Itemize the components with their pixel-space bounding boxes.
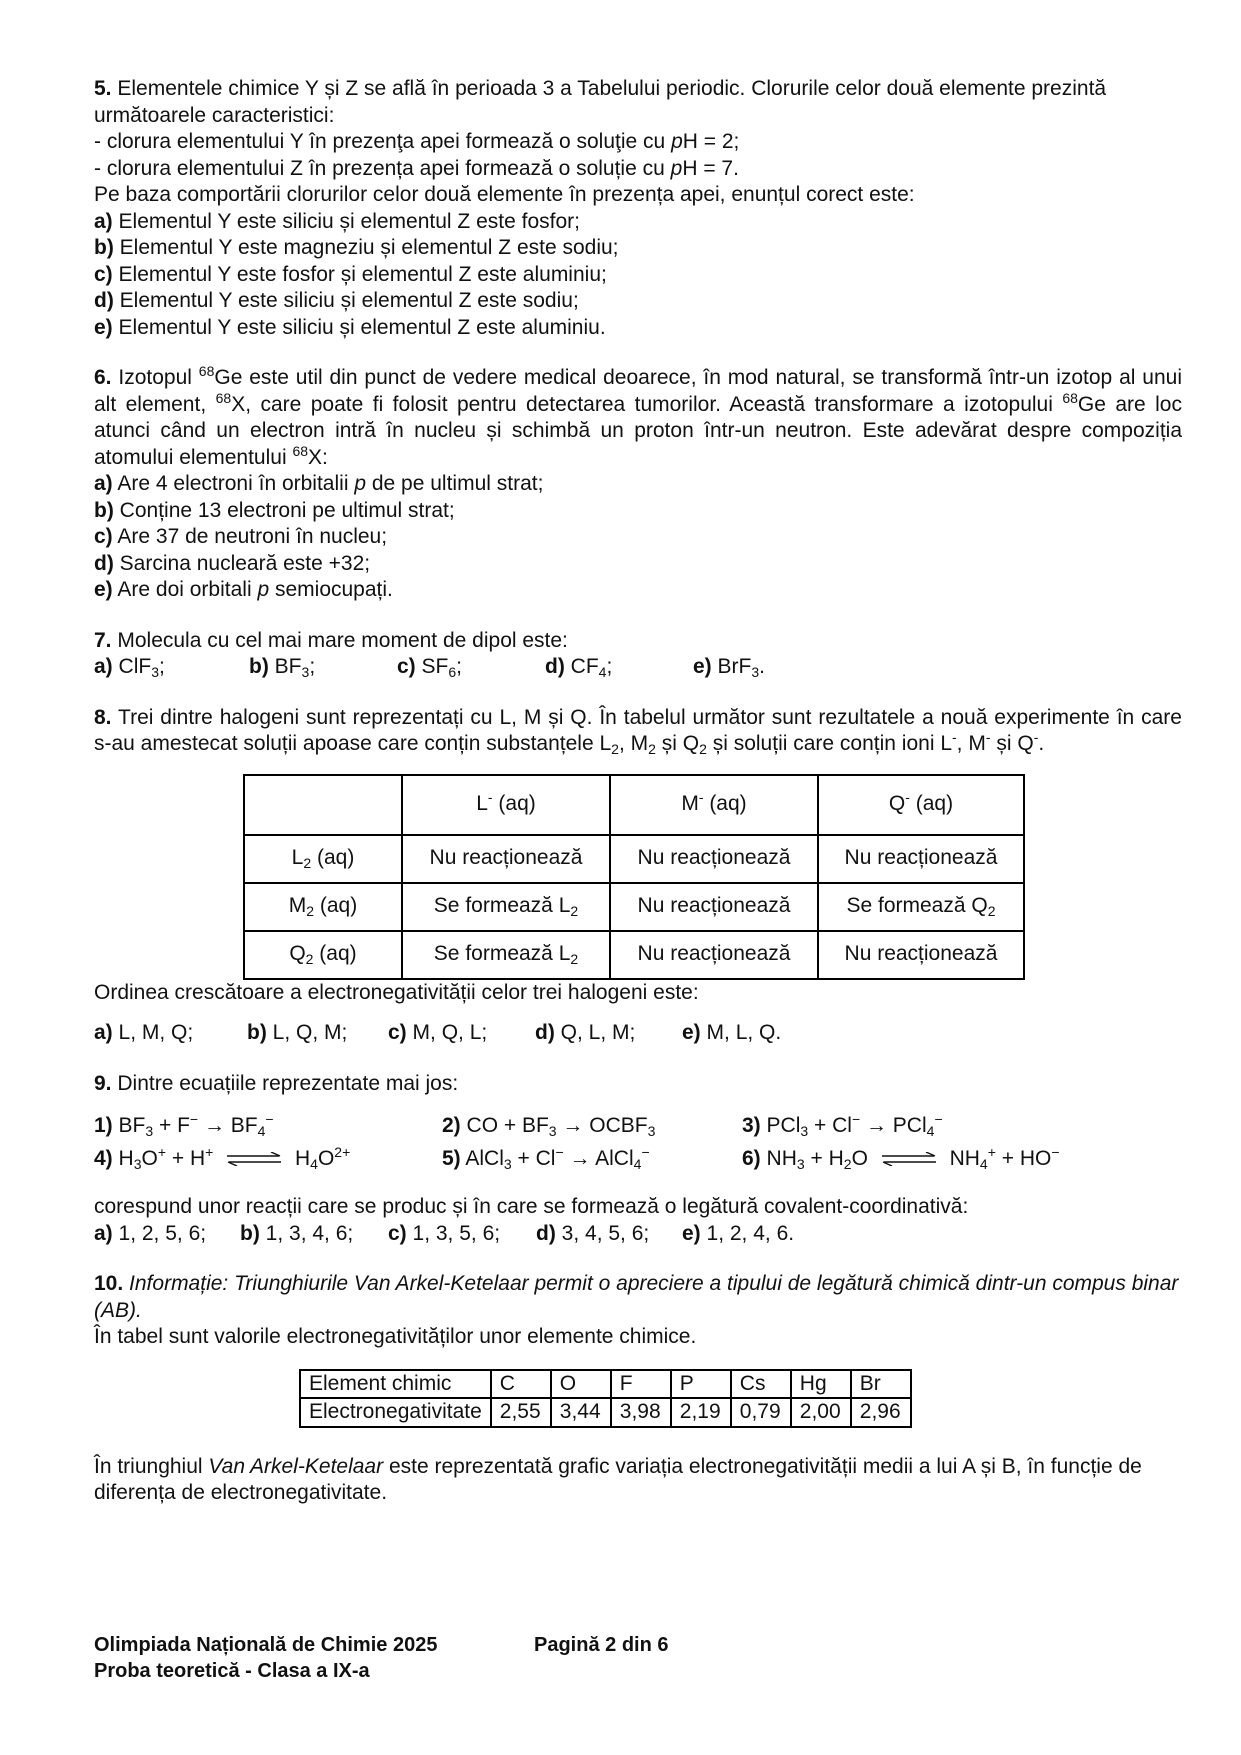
q8-options [94,1020,1182,1047]
table-row [300,1370,911,1399]
superscript: - [698,789,704,806]
q10-final-2: este reprezentată grafic variația electronegativității medii a lui A și B, în funcție de diferența de electronegativitate. [94,1454,1142,1504]
q5-option-d[interactable] [94,288,1182,315]
table-cell: Nu reacționează [818,931,1024,979]
subscript: 3 [151,664,159,680]
page-footer [94,1632,669,1684]
table-cell: 2,19 [671,1398,731,1427]
ion: M [681,792,699,816]
option-text: Conține 13 electroni pe ultimul strat; [119,498,455,522]
option-text: Are 37 de neutroni în nucleu; [117,525,388,548]
option-label: e) [682,1221,701,1245]
q7-question [94,628,1182,655]
halogen-reaction-table [243,774,1025,980]
halogen: L [558,894,571,918]
option-text: Elementul Y este magneziu și elementul Z este sodiu; [119,236,619,259]
halogen: L [291,846,304,870]
subscript: 2 [570,951,579,968]
q8-number: 8. [94,705,112,729]
q6-option-d[interactable] [94,551,1182,578]
q8-t3: și Q [655,732,700,755]
subscript: 2 [305,951,314,968]
mass-number: 68 [198,363,215,379]
superscript: - [905,789,910,806]
table-cell: 2,00 [791,1398,851,1427]
q8-intro [94,705,1182,758]
cell-text: Se formează [433,942,559,966]
question-10 [94,1271,1182,1507]
q6-option-e[interactable] [94,577,1182,604]
q8-conclusion: Ordinea crescătoare a electronegativității celor trei halogeni este: [94,980,699,1004]
q5-line2 [94,156,1182,183]
q5-option-b[interactable] [94,235,1182,262]
table-cell [402,931,610,979]
table-cell: Nu reacționează [402,835,610,883]
option-label: a) [94,655,113,678]
option-text: 3, 4, 5, 6; [561,1221,650,1245]
mass-number: 68 [215,389,232,406]
q9-conclusion: corespund unor reacții care se produc și în care se formează o legătură covalent-coordinativă: [94,1195,969,1218]
table-cell: 0,79 [731,1398,791,1427]
q5-line2-p: p [670,156,683,180]
q8-option-b[interactable] [247,1020,388,1047]
equation-label: 5) [442,1146,461,1170]
option-text: semiocupați. [269,578,393,601]
equations-grid [94,1113,1182,1172]
q5-line1-a: - clorura elementului Y în prezenţa apei formează o soluţie cu [94,130,672,153]
q9-option-a[interactable] [94,1221,240,1248]
q5-number: 5. [94,77,112,100]
q9-intro-text: Dintre ecuațiile reprezentate mai jos: [117,1071,459,1095]
option-label: a) [94,472,113,495]
halogen: L [558,942,571,966]
subscript: 3 [301,664,310,680]
q5-line1-p: p [671,130,683,153]
q5-line2-b: H = 7. [682,156,739,180]
option-label: b) [247,1021,267,1044]
q6-option-b[interactable] [94,498,1182,525]
subscript: 2 [611,741,619,757]
q10-table-intro: În tabel sunt valorile electronegativităților unor elemente chimice. [94,1325,697,1348]
row-header [244,931,402,979]
q8-option-a[interactable] [94,1020,247,1047]
option-label: d) [535,1021,555,1044]
subscript: 2 [987,903,996,920]
equation-5: 5) AlCl$_3$ + Cl− → AlCl$_4$− [442,1143,650,1172]
option-label: e) [693,655,712,678]
q9-option-c[interactable] [388,1221,536,1248]
option-label: b) [240,1221,260,1245]
q8-t6: și Q [990,732,1034,755]
option-text: Elementul Y este siliciu și elementul Z este aluminiu. [118,315,606,339]
q5-line2-a: - clorura elementului Z în prezența apei formează o soluție cu [94,156,671,180]
option-text: M, Q, L; [412,1021,488,1044]
question-5 [94,76,1182,341]
option-label: a) [94,1221,113,1245]
table-cell: Nu reacționează [610,883,818,931]
q6-intro [94,365,1182,471]
superscript: - [487,789,493,806]
q7-option-b[interactable] [249,654,397,681]
table-cell: P [671,1370,731,1399]
table-row [244,931,1024,979]
q6-t4: Ge are loc atunci când un electron intră în nucleu și schimbă un proton într-un neutron. Este adevărat despre compoziția atomului elementului [94,392,1182,469]
mass-number: 68 [292,442,309,459]
equilibrium-arrow-icon [880,1152,938,1166]
superscript: - [952,729,957,745]
q7-option-c[interactable] [397,654,545,681]
punct: ; [309,655,316,678]
option-label: c) [388,1021,407,1044]
q9-number: 9. [94,1071,112,1095]
table-cell [402,883,610,931]
ion: L [476,792,488,816]
equation-label: 3) [742,1114,761,1137]
option-label: a) [94,209,113,233]
cell-text: Se formează [433,894,559,918]
q5-line1-b: H = 2; [682,130,740,153]
q6-t2: Ge este util din punct de vedere medical deoarece, în mod natural, se transformă într-un izotop al unui alt element, [94,366,1182,416]
table-cell: Cs [731,1370,791,1399]
formula: BrF [717,655,752,678]
option-text: L, M, Q; [118,1021,194,1044]
equilibrium-arrow-icon [225,1152,283,1166]
table-cell [818,883,1024,931]
q7-question-text: Molecula cu cel mai mare moment de dipol este: [117,628,568,652]
column-header [610,775,818,835]
halogen: Q [289,942,306,966]
question-6 [94,365,1182,604]
q7-number: 7. [94,628,112,652]
column-header [818,775,1024,835]
option-label: e) [94,315,113,339]
q8-t4: și soluții care conțin ioni L [706,732,952,755]
ion: Q [888,792,906,816]
equation-6: 6) $NH_3 + H_2O$ $NH_4^+ + HO^-$ [742,1143,1060,1172]
q8-t7: . [1038,732,1045,755]
q7-option-d[interactable] [545,654,693,681]
subscript: 2 [303,855,312,872]
row-header [244,835,402,883]
row-header: Element chimic [300,1370,491,1399]
page-number: Pagină 2 din 6 [534,1634,669,1656]
q10-final [94,1454,1182,1507]
option-text: 1, 2, 5, 6; [118,1221,207,1245]
option-text: 1, 2, 4, 6. [706,1221,795,1245]
option-label: c) [397,655,416,678]
option-text: de pe ultimul strat; [366,472,544,495]
q5-intro-text: Elementele chimice Y și Z se află în perioada 3 a Tabelului periodic. Clorurile celor două elemente prezintă următoarele caracteristici: [94,77,1107,127]
subscript: 6 [448,664,457,680]
subscript: 2 [648,741,656,757]
q6-option-c[interactable] [94,524,1182,551]
q8-t5: , M [956,732,986,755]
q10-final-1: În triunghiul [94,1454,209,1478]
option-text: Are 4 electroni în orbitalii [117,472,355,495]
subscript: 2 [306,903,315,920]
equation-label: 6) [742,1146,761,1170]
punct: ; [456,655,463,678]
subscript: 4 [598,664,607,680]
row-header [244,883,402,931]
table-cell: Nu reacționează [818,835,1024,883]
option-text: Q, L, M; [560,1021,636,1044]
q6-t5: X: [308,445,328,469]
q6-t1: Izotopul [118,366,199,389]
subscript: 2 [570,903,579,920]
aq: (aq) [492,792,536,816]
option-label: c) [388,1221,407,1245]
electronegativity-table [299,1369,912,1428]
q7-option-e[interactable] [693,654,765,681]
equation-4: 4) $H_3O^+ + H^+$ $H_4O^{2+}$ [94,1143,351,1172]
column-header [402,775,610,835]
option-label: a) [94,1021,113,1044]
q5-option-e[interactable] [94,315,1182,342]
table-row [300,1398,911,1427]
option-label: e) [94,578,113,601]
formula: CF [570,655,599,678]
option-text: M, L, Q. [706,1021,782,1044]
option-label: d) [536,1221,556,1245]
aq: (aq) [313,942,357,966]
q5-intro [94,76,1182,129]
q7-option-a[interactable] [94,654,249,681]
option-label: b) [249,655,269,678]
option-text-italic: p [354,472,367,495]
option-text: Are doi orbitali [117,578,258,601]
content [94,76,1182,1507]
table-cell: F [611,1370,671,1399]
table-cell: 3,44 [551,1398,611,1427]
q9-intro [94,1071,1182,1098]
option-text: Elementul Y este fosfor și elementul Z este aluminiu; [118,262,607,286]
q9-option-d[interactable] [536,1221,682,1248]
formula: BF [274,655,302,678]
option-text-italic: p [257,578,270,601]
question-9 [94,1071,1182,1248]
cell-text: Se formează [846,894,972,918]
footer-exam: Proba teoretică - Clasa a IX-a [94,1660,370,1682]
q9-options [94,1221,1182,1248]
q8-option-e[interactable] [682,1020,781,1047]
superscript: - [985,729,991,745]
q5-question: Pe baza comportării clorurilor celor două elemente în prezența apei, enunțul corect este: [94,183,915,206]
subscript: 2 [699,741,707,757]
superscript: - [1033,729,1039,745]
table-cell: O [551,1370,611,1399]
option-text: Elementul Y este siliciu și elementul Z este fosfor; [118,209,580,233]
option-label: d) [94,289,114,312]
option-text: L, Q, M; [272,1021,348,1044]
q8-t2: , M [618,732,649,755]
table-cell: 2,55 [491,1398,551,1427]
table-cell: Nu reacționează [610,931,818,979]
equation-label: 1) [94,1114,113,1137]
aq: (aq) [314,894,358,918]
table-row [244,883,1024,931]
aq: (aq) [311,846,355,870]
q5-option-c[interactable] [94,262,1182,289]
equation-3: 3) PCl$_3$ + Cl− → PCl$_4$− [742,1111,943,1139]
mass-number: 68 [1062,389,1078,406]
table-corner-cell [244,775,402,835]
halogen: M [288,894,307,918]
q10-final-italic: Van Arkel-Ketelaar [208,1454,384,1478]
option-label: b) [94,498,114,522]
row-header: Electronegativitate [300,1398,491,1427]
table-cell: Hg [791,1370,851,1399]
option-text: 1, 3, 5, 6; [412,1221,501,1245]
q8-option-c[interactable] [388,1020,535,1047]
option-label: c) [94,262,113,286]
punct: ; [606,655,613,678]
q8-t1: Trei dintre halogeni sunt reprezentați cu L, M și Q. În tabelul următor sunt rezultatele a nouă experimente în care s-au amestecat soluții apoase care conțin substanțele L [94,705,1182,755]
subscript: 3 [751,664,760,680]
table-cell: Nu reacționează [610,835,818,883]
table-row [244,835,1024,883]
q10-info-text: Informație: Triunghiurile Van Arkel-Ketelaar permit o apreciere a tipului de legătură chimică dintr-un compus binar (AB). [94,1272,1179,1322]
option-label: c) [94,525,113,548]
q9-option-e[interactable] [682,1221,794,1248]
formula: ClF [118,655,152,678]
table-cell: 3,98 [611,1398,671,1427]
option-text: 1, 3, 4, 6; [265,1221,354,1245]
question-8 [94,705,1182,1047]
punct: ; [159,655,165,678]
option-label: d) [94,551,114,575]
table-cell: 2,96 [851,1398,911,1427]
formula: SF [421,655,449,678]
halogen: Q [971,894,988,918]
option-label: d) [545,655,565,678]
q8-option-d[interactable] [535,1020,682,1047]
equation-label: 2) [442,1114,461,1137]
q5-option-a[interactable] [94,209,1182,236]
option-label: b) [94,236,114,259]
option-text: Sarcina nucleară este +32; [119,551,371,575]
table-header-row [244,775,1024,835]
aq: (aq) [909,792,954,816]
q5-line1 [94,129,1182,156]
q10-info [94,1271,1182,1324]
equation-label: 4) [94,1146,113,1170]
q6-t3: X, care poate fi folosit pentru detectarea tumorilor. Această transformare a izotopului [231,392,1063,416]
equation-1: 1) $BF_3 + F^- \to BF_4^-$ [94,1111,274,1139]
option-label: e) [682,1021,701,1044]
option-text: Elementul Y este siliciu și elementul Z este sodiu; [119,289,579,312]
q10-number: 10. [94,1272,124,1295]
punct: . [759,655,765,678]
q6-option-a[interactable] [94,471,1182,498]
q7-options [94,654,1182,681]
aq: (aq) [703,792,747,816]
footer-olympiad: Olimpiada Națională de Chimie 2025 [94,1634,438,1656]
q6-number: 6. [94,366,112,389]
q9-option-b[interactable] [240,1221,388,1248]
table-cell: C [491,1370,551,1399]
table-cell: Br [851,1370,911,1399]
question-7 [94,628,1182,681]
equation-2: 2) CO + $BF_3$ → $OCBF_3$ [442,1114,656,1139]
